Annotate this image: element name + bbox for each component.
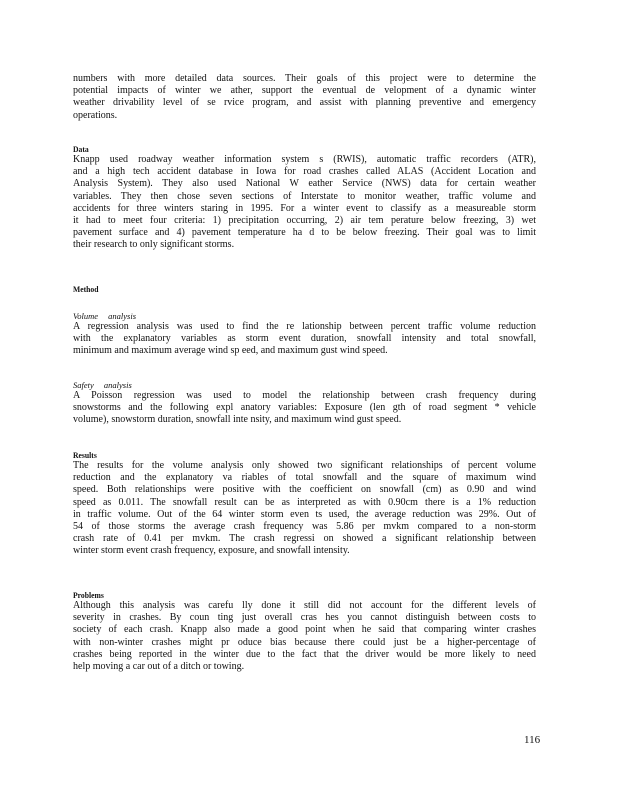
text-line: with non-winter crashes might pr oduce bias because there could just be a higher-percentage of <box>73 636 536 648</box>
paragraph-text <box>73 390 536 427</box>
text-line: Analysis System). They also used National W eather Service (NWS) data for certain weather <box>73 178 536 190</box>
text-line: pavement surface and 4) pavement temperature ha d to be below freezing. Their goal was to limit <box>73 227 536 239</box>
subsection-heading: Volume analysis <box>73 311 137 321</box>
text-line: crash rate of 0.41 per mvkm. The crash regressi on showed a significant relationship between <box>73 533 536 545</box>
intro-paragraph <box>73 73 536 122</box>
safety-analysis-subsection <box>73 380 536 427</box>
text-line: Knapp used roadway weather information system s (RWIS), automatic traffic recorders (ATR), <box>73 154 536 165</box>
text-line: speed as 0.011. The snowfall result can be as interpreted as with 0.90cm there is a 1% reduction <box>73 496 536 508</box>
text-line: numbers with more detailed data sources. Their goals of this project were to determine the <box>73 73 536 84</box>
volume-analysis-subsection <box>73 311 536 358</box>
text-line: weather drivability level of se rvice program, and assist with planning preventive and emergency <box>73 97 536 109</box>
section-heading: Problems <box>73 590 104 600</box>
text-line: A regression analysis was used to find the re lationship between percent traffic volume reduction <box>73 321 536 332</box>
method-section <box>73 284 536 294</box>
problems-section <box>73 590 536 673</box>
data-section <box>73 144 536 252</box>
text-line: variables. They then chose seven sections of Interstate to monitor weather, traffic volume and <box>73 190 536 202</box>
text-line: severity in crashes. By coun ting just overall cras hes you cannot distinguish between costs to <box>73 612 536 624</box>
text-line: snowstorms and the following expl anatory variables: Exposure (len gth of road segment * vehicle <box>73 402 536 414</box>
text-line: in traffic volume. Out of the 64 winter storm even ts used, the average reduction was 29%. Out of <box>73 508 536 520</box>
text-line: with the explanatory variables as storm event duration, snowfall intensity and total snowfall, <box>73 333 536 345</box>
paragraph-text <box>73 154 536 252</box>
section-heading: Results <box>73 450 97 460</box>
text-line: A Poisson regression was used to model the relationship between crash frequency during <box>73 390 536 401</box>
text-line: accidents for three winters staring in 1995. For a winter event to classify as a measureable storm <box>73 202 536 214</box>
page-number: 116 <box>524 734 541 746</box>
text-line: operations. <box>73 109 118 121</box>
text-line: minimum and maximum average wind sp eed, and maximum gust wind speed. <box>73 345 388 357</box>
text-line: volume), snowstorm duration, snowfall inte nsity, and maximum wind gust speed. <box>73 414 402 426</box>
subsection-heading: Safety analysis <box>73 380 132 390</box>
text-line: reduction and the explanatory va riables of total snowfall and the square of maximum wind <box>73 472 536 484</box>
results-section <box>73 450 536 558</box>
text-line: potential impacts of winter we ather, support the eventual de velopment of a dynamic winter <box>73 85 536 97</box>
paragraph-text <box>73 600 536 673</box>
text-line: winter storm event crash frequency, exposure, and snowfall intensity. <box>73 545 350 557</box>
text-line: Although this analysis was carefu lly done it still did not account for the different levels of <box>73 600 536 611</box>
paragraph-text <box>73 321 536 358</box>
text-line: 54 of those storms the average crash frequency was 5.86 per mvkm compared to a non-storm <box>73 521 536 533</box>
section-heading: Data <box>73 144 89 154</box>
text-line: help moving a car out of a ditch or towing. <box>73 661 245 673</box>
section-heading: Method <box>73 284 99 294</box>
text-line: speed. Both relationships were positive with the coefficient on snowfall (cm) as 0.90 and wind <box>73 484 536 496</box>
text-line: The results for the volume analysis only showed two significant relationships of percent volume <box>73 460 536 471</box>
paragraph-text <box>73 460 536 558</box>
text-line: society of each crash. Knapp also made a good point when he said that comparing winter crashes <box>73 624 536 636</box>
text-line: it had to meet four criteria: 1) precipitation occurring, 2) air tem perature below freezing, 3) wet <box>73 215 536 227</box>
text-line: their research to only significant storms. <box>73 239 235 251</box>
text-line: crashes being reported in the winter due to the fact that the driver would be more likely to need <box>73 648 536 660</box>
paragraph-text <box>73 73 536 122</box>
text-line: and a high tech accident database in Iowa for road crashes called ALAS (Accident Location and <box>73 166 536 178</box>
